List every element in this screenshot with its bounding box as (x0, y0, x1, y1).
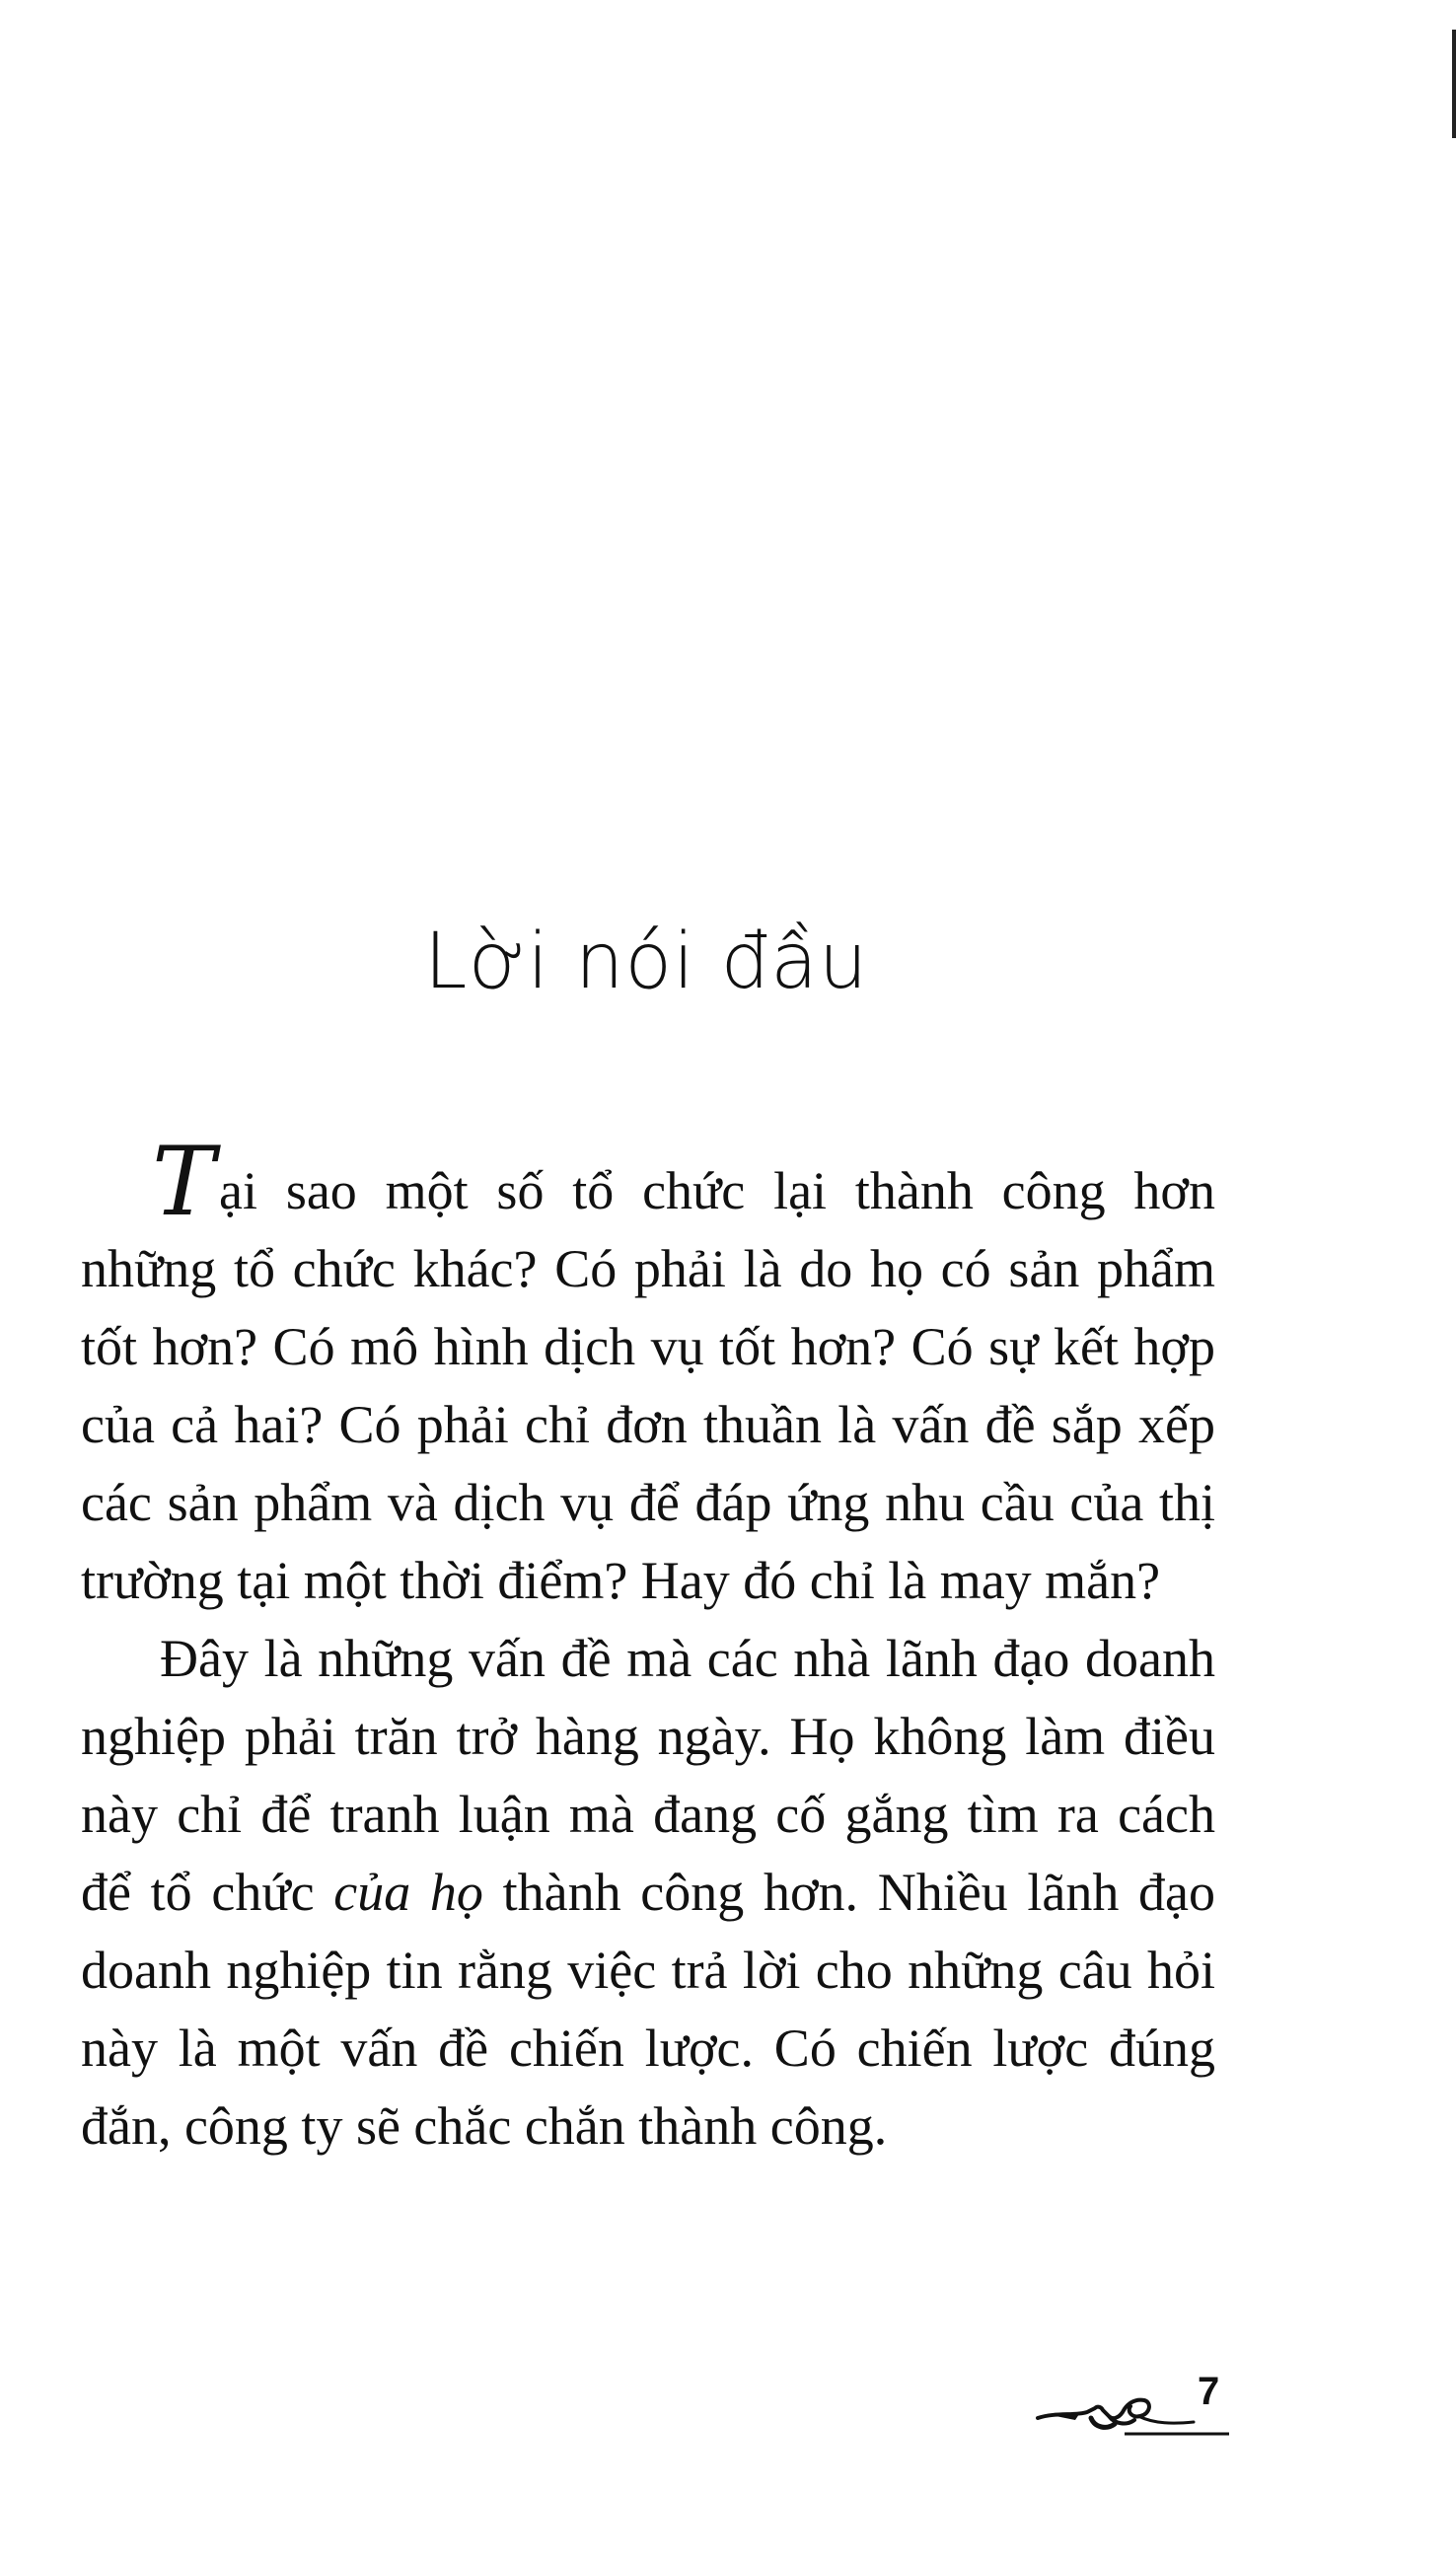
paragraph-1 (81, 1127, 1215, 1620)
page-number: 7 (1198, 2370, 1220, 2413)
paragraph-2-text-start: Đây là những vấn đề mà các nhà lãnh đạo doanh nghiệp phải trăn trở hàng ngày. Họ không làm điều này chỉ để tranh luận mà đang cố gắng tìm ra cách để tổ chức (81, 1629, 1215, 1922)
drop-cap: T (152, 1127, 216, 1237)
paragraph-2-emphasis: của họ (333, 1863, 483, 1922)
chapter-heading: Lời nói đầu (424, 918, 869, 1006)
paragraph-2-text-end: thành công hơn. Nhiều lãnh đạo doanh nghiệp tin rằng việc trả lời cho những câu hỏi này là một vấn đề chiến lược. Có chiến lược đúng đắn, công ty sẽ chắc chắn thành công. (81, 1863, 1216, 2156)
scan-edge-mark (1452, 30, 1456, 138)
paragraph-1-text: ại sao một số tổ chức lại thành công hơn những tổ chức khác? Có phải là do họ có sản phẩm tốt hơn? Có mô hình dịch vụ tốt hơn? Có sự kết hợp của cả hai? Có phải chỉ đơn thuần là vấn đề sắp xếp các sản phẩm và dịch vụ để đáp ứng nhu cầu của thị trường tại một thời điểm? Hay đó chỉ là may mắn? (81, 1161, 1215, 1610)
body-text (81, 1127, 1216, 2165)
paragraph-2 (81, 1620, 1215, 2165)
